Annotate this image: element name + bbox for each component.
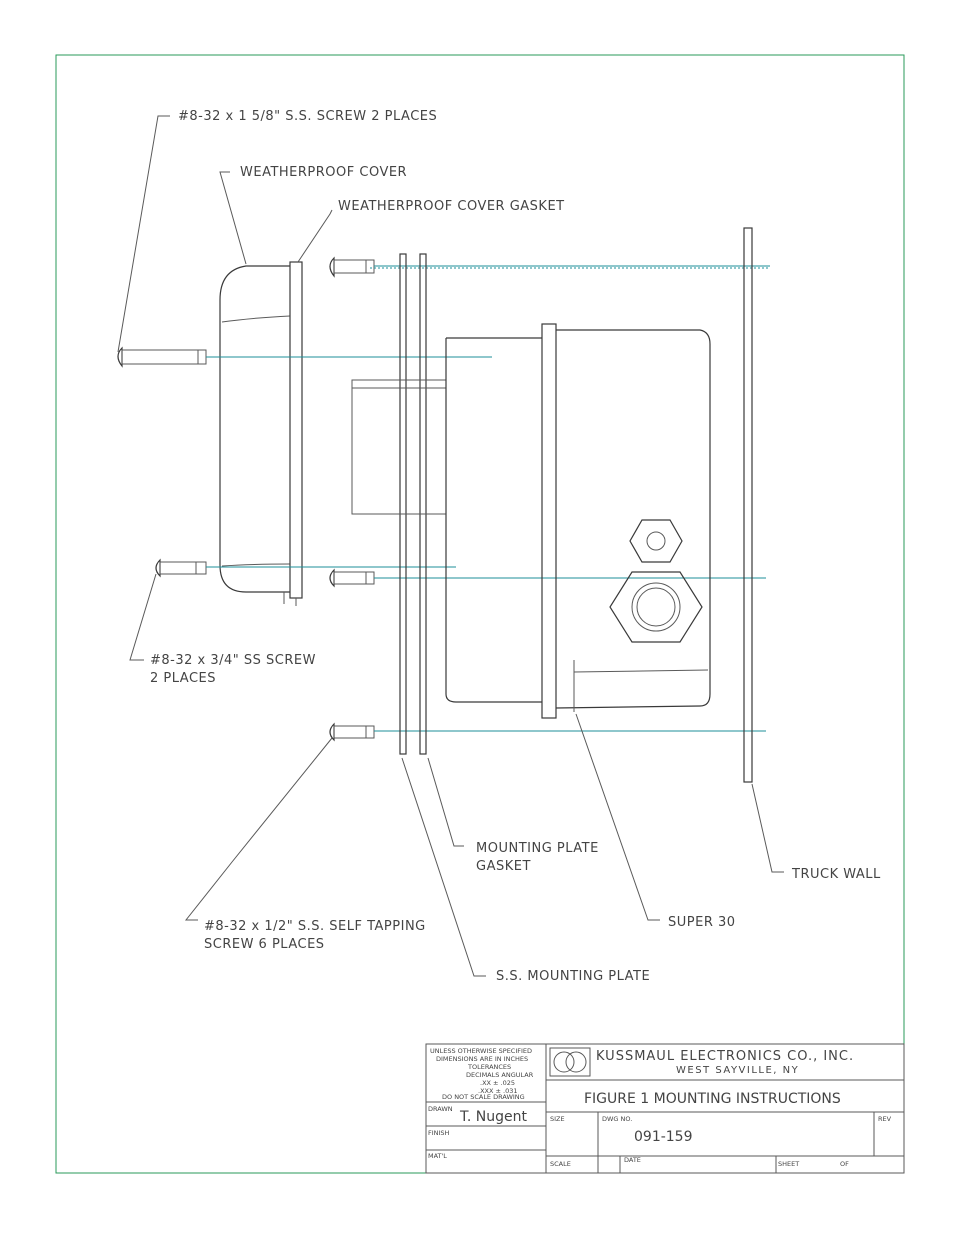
label-long-screw: #8-32 x 1 5/8" S.S. SCREW 2 PLACES — [178, 109, 438, 124]
label-mounting-gasket-line2: GASKET — [476, 859, 531, 874]
weatherproof-cover — [220, 266, 290, 604]
tapping-screw-1 — [330, 258, 770, 276]
company-name: KUSSMAUL ELECTRONICS CO., INC. — [596, 1049, 855, 1064]
date-label: DATE — [624, 1156, 641, 1164]
leader-lines — [118, 116, 784, 976]
label-tapping-screw-line2: SCREW 6 PLACES — [204, 937, 325, 952]
truck-wall — [744, 228, 752, 782]
large-cable-gland — [610, 572, 702, 642]
drawing-border — [56, 55, 904, 1173]
tapping-screw-3 — [330, 724, 766, 740]
label-tapping-screw-line1: #8-32 x 1/2" S.S. SELF TAPPING — [204, 919, 426, 934]
mounting-plate-gasket — [420, 254, 426, 754]
dwg-no: 091-159 — [634, 1129, 693, 1145]
tolerance-line-1: UNLESS OTHERWISE SPECIFIED — [430, 1047, 533, 1055]
tolerance-line-5: .XX ± .025 — [480, 1079, 516, 1087]
meter-face — [352, 380, 446, 514]
tolerance-line-3: TOLERANCES — [468, 1063, 512, 1071]
rev-label: REV — [878, 1115, 892, 1123]
scale-label: SCALE — [550, 1160, 571, 1168]
tolerance-line-7: DO NOT SCALE DRAWING — [442, 1093, 525, 1101]
label-truck-wall: TRUCK WALL — [792, 867, 881, 882]
label-weatherproof-cover: WEATHERPROOF COVER — [240, 165, 408, 180]
size-label: SIZE — [550, 1115, 565, 1123]
tolerance-line-2: DIMENSIONS ARE IN INCHES — [436, 1055, 529, 1063]
label-mounting-plate: S.S. MOUNTING PLATE — [496, 969, 651, 984]
long-screw-bottom — [156, 560, 456, 576]
label-cover-gasket: WEATHERPROOF COVER GASKET — [338, 199, 565, 214]
company-location: WEST SAYVILLE, NY — [676, 1065, 800, 1076]
drawn-by: T. Nugent — [460, 1109, 527, 1125]
finish-label: FINISH — [428, 1129, 450, 1137]
drawn-label: DRAWN — [428, 1105, 453, 1113]
drawing-title: FIGURE 1 MOUNTING INSTRUCTIONS — [584, 1091, 841, 1107]
label-short-screw-line2: 2 PLACES — [150, 671, 216, 686]
label-short-screw-line1: #8-32 x 3/4" SS SCREW — [150, 653, 316, 668]
ss-mounting-plate — [400, 254, 406, 754]
of-label: OF — [840, 1160, 849, 1168]
small-cable-gland — [630, 520, 682, 562]
tolerance-line-4: DECIMALS ANGULAR — [466, 1071, 534, 1079]
long-screw-top — [118, 348, 492, 366]
tapping-screw-2 — [330, 570, 766, 586]
matl-label: MAT'L — [428, 1152, 447, 1160]
dwg-no-label: DWG NO. — [602, 1115, 633, 1123]
label-mounting-gasket-line1: MOUNTING PLATE — [476, 841, 599, 856]
sheet-label: SHEET — [778, 1160, 800, 1168]
company-logo — [550, 1048, 590, 1076]
cover-gasket — [290, 262, 302, 606]
tolerance-line-6: .XXX ± .031 — [478, 1087, 518, 1095]
label-super30: SUPER 30 — [668, 915, 736, 930]
